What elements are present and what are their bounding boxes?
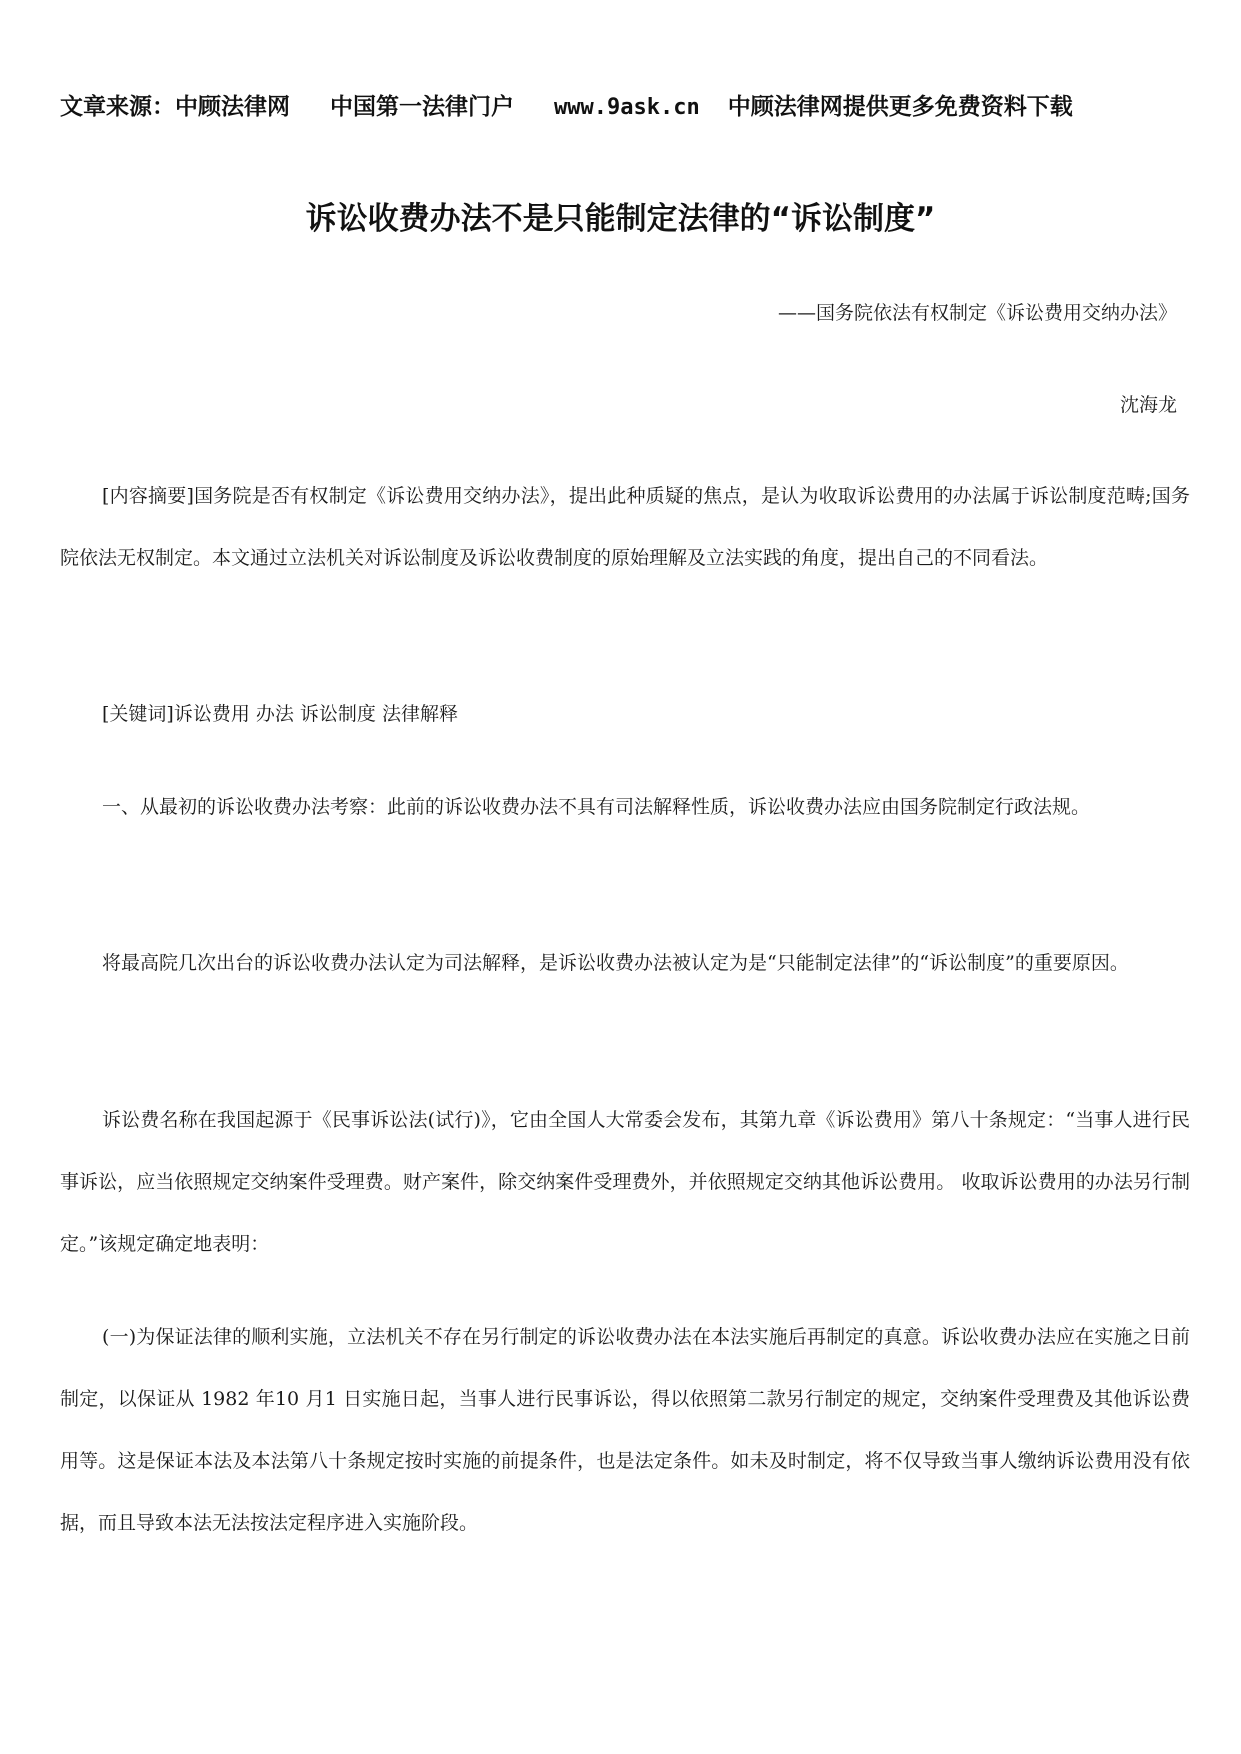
source-promo: 中顾法律网提供更多免费资料下载 <box>727 94 1073 120</box>
article-subtitle: ——国务院依法有权制定《诉讼费用交纳办法》 <box>777 302 1177 324</box>
article-title: 诉讼收费办法不是只能制定法律的“诉讼制度” <box>305 201 936 237</box>
body-paragraph: 诉讼费名称在我国起源于《民事诉讼法(试行)》，它由全国人大常委会发布，其第九章《诉讼费用》第八十条规定：“当事人进行民事诉讼，应当依照规定交纳案件受理费。财产案件，除交纳案件受理费外，并依照规定交纳其他诉讼费用。 收取诉讼费用的办法另行制定。”该规定确定地表明： <box>60 1109 1190 1255</box>
source-portal-tagline: 中国第一法律门户 <box>330 94 514 120</box>
source-label: 文章来源： <box>60 94 175 120</box>
source-url: www.9ask.cn <box>554 95 700 120</box>
source-header <box>60 88 1190 121</box>
body-paragraph: (一)为保证法律的顺利实施，立法机关不存在另行制定的诉讼收费办法在本法实施后再制定的真意。诉讼收费办法应在实施之日前制定，以保证从 1982 年10 月1 日实施日起，当事人进行民事诉讼，得以依照第二款另行制定的规定，交纳案件受理费及其他诉讼费用等。这是保证本法及本法第八十条规定按时实施的前提条件，也是法定条件。如未及时制定，将不仅导致当事人缴纳诉讼费用没有依据，而且导致本法无法按法定程序进入实施阶段。 <box>60 1326 1190 1534</box>
article-author: 沈海龙 <box>1119 394 1177 416</box>
abstract-paragraph: [内容摘要]国务院是否有权制定《诉讼费用交纳办法》，提出此种质疑的焦点，是认为收取诉讼费用的办法属于诉讼制度范畴;国务院依法无权制定。本文通过立法机关对诉讼制度及诉讼收费制度的原始理解及立法实践的角度，提出自己的不同看法。 <box>60 485 1190 569</box>
section-heading-paragraph: 一、从最初的诉讼收费办法考察：此前的诉讼收费办法不具有司法解释性质，诉讼收费办法应由国务院制定行政法规。 <box>102 796 1091 818</box>
body-paragraph: 将最高院几次出台的诉讼收费办法认定为司法解释，是诉讼收费办法被认定为是“只能制定法律”的“诉讼制度”的重要原因。 <box>102 952 1129 974</box>
keywords-paragraph: [关键词]诉讼费用 办法 诉讼制度 法律解释 <box>102 703 458 725</box>
source-site-name: 中顾法律网 <box>175 94 290 120</box>
